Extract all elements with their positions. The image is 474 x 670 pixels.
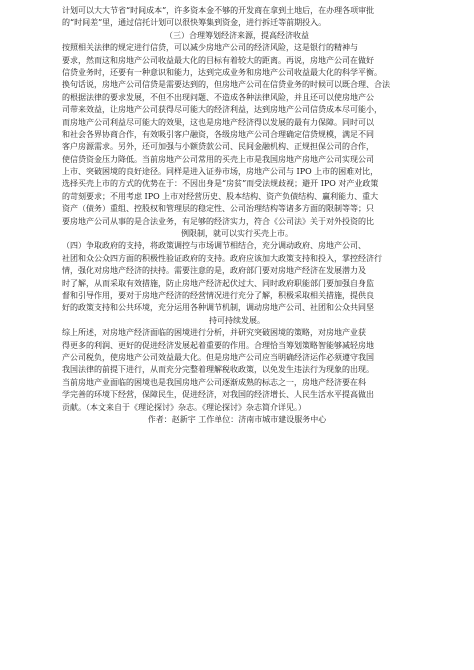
text-line: 和社会各界协商合作，有效吸引客户融资，各级房地产公司合理确定信贷规模，满足不同: [62, 129, 374, 139]
text-line: 要房地产公司从事的是合法业务，有足够的经济实力，符合《公司法》关于对外投资的比: [62, 216, 374, 226]
text-line: 情，强化对房地产经济的扶持。需要注意的是，政府部门要对房地产经济在发展潜力及: [62, 266, 366, 276]
text-line: 司带来效益，让房地产公司获得尽可能大的经济利益，达到房地产公司信贷成本尽可能小，: [62, 105, 382, 115]
text-line: 我国法律的前提下进行，从而充分完整着理解税收政策，以免发生违法行为现象的出现。: [62, 365, 374, 375]
text-line: 得更多的利润、更好的促进经济发展起着重要的作用。合理恰当筹划策略智能够减轻房地: [62, 340, 374, 350]
text-line: 上市、突破困境的良好途径。同样是进入证券市场，房地产公司与 IPO 上市的困难对比，: [62, 167, 379, 177]
text-line: 资产（债务）重组、控股权和管理层的稳定性、公司治理结构等诸多方面的限制等等；只: [62, 204, 374, 214]
text-line: 好的政策支持和公共环境，充分运用各种调节机制，调动房地产公司、社团和公众共同坚: [62, 303, 374, 313]
text-line: 按照相关法律的规定进行信贷，可以减少房地产公司的经济风险，这是银行的精神与: [62, 43, 358, 53]
text-line: 持可持续发展。: [209, 315, 265, 325]
text-line: 学完善的环境下经营，保障民生，促进经济，对我国的经济增长、人民生活水平提高做出: [62, 390, 374, 400]
text-line: 督和引导作用，要对于房地产经济的经营情况进行充分了解，积极采取相关措施，提供良: [62, 290, 374, 300]
text-line: 选择买壳上市的方式的优势在于：不因出身是“房贫”而受法规歧视；避开 IPO 对产业政策: [62, 179, 379, 189]
text-line: 社团和众公众四方面的积极性验证政府的支持。政府应该加大政策支持和投入，掌控经济行: [62, 253, 382, 263]
text-line: 要求，然而这和房地产公司收益最大化的目标有着较大的距离。再说，房地产公司在做好: [62, 55, 374, 65]
text-line: 客户房源需求。另外，还可加强与小额贷款公司、民间金融机构、正规担保公司的合作，: [62, 142, 374, 152]
text-line: 计划可以大大节省“时间成本”，许多资本金不够的开发商在拿到土地后，在办理各项审批: [62, 6, 375, 15]
text-line: 的苛刻要求；不用考虑 IPO 上市对经营历史、股本结构、资产负债结构、赢利能力、重大: [62, 191, 379, 201]
text-line: 的根据法律的要求发展，不但不出现问题、不造成各种法律风险，并且还可以使房地产公: [62, 92, 374, 102]
text-line: 而房地产公司利益尽可能大的效果，这也是房地产经济得以发展的最有力保障。同时可以: [62, 117, 374, 127]
text-line: 综上所述，对房地产经济面临的困境进行分析，并研究突破困境的策略，对房地产业获: [62, 328, 366, 338]
text-line: 当前房地产业面临的困境也是我国房地产公司逐渐成熟的标志之一，房地产经济要在科: [62, 377, 366, 387]
section-heading: （三）合理筹划经济来源，提高经济收益: [165, 30, 309, 40]
text-line: 的“时间差”里，通过信托计划可以很快筹集到资金，进行拆迁等前期投入。: [62, 18, 327, 28]
article-body: [62, 5, 412, 426]
text-line: 产公司税负，使房地产公司效益最大化。但是房地产公司应当明确经济运作必须遵守我国: [62, 352, 374, 362]
text-line: 使信贷资金压力降低。当前房地产公司常用的买壳上市是我国房地产房地产公司实现公司: [62, 154, 374, 164]
text-line: 时了解，从而采取有效措施，防止房地产经济起伏过大、同时政府职能部门要加强自身监: [62, 278, 374, 288]
text-line: 信贷业务时，还要有一种意识和能力，达到完成业务和房地产公司收益最大化的科学平衡。: [62, 67, 382, 77]
text-line: 贡献。（本文来自于《理论探讨》杂志。《理论探讨》杂志简介详见。）: [62, 402, 306, 412]
author-line: 作者：赵新宇 工作单位：济南市城市建设服务中心: [147, 414, 327, 424]
text-line: 例限制，就可以实行买壳上市。: [181, 229, 293, 239]
section-heading: （四）争取政府的支持，将政策调控与市场调节相结合，充分调动政府、房地产公司、: [62, 241, 366, 251]
text-line: 换句话说，房地产公司信贷是需要达到的，但房地产公司在信贷业务的时候可以既合理、合法: [62, 80, 390, 90]
